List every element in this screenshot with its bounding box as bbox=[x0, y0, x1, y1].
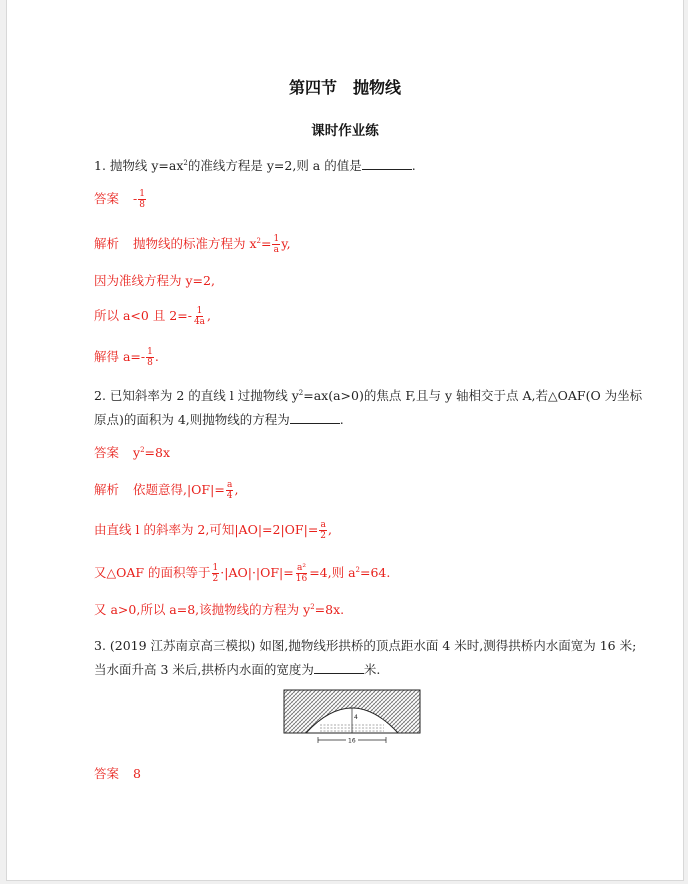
q2-line3-text-4: =64. bbox=[360, 565, 391, 580]
q2-line3-text: 又△OAF 的面积等于 bbox=[94, 565, 211, 580]
q2-analysis-line-2 bbox=[94, 520, 332, 541]
q1-line3-end: , bbox=[207, 308, 212, 323]
q1-line3-fraction bbox=[193, 306, 206, 327]
q1-answer-numerator: 1 bbox=[139, 189, 145, 199]
q2-line4-text: 又 a>0,所以 a=8,该抛物线的方程为 y bbox=[94, 602, 311, 617]
page-subtitle: 课时作业练 bbox=[311, 123, 379, 139]
q1-line4-denominator: 8 bbox=[147, 358, 153, 368]
q1-analysis bbox=[94, 234, 291, 255]
q1-answer-denominator: 8 bbox=[139, 200, 145, 210]
q2-line3-numerator-1: 1 bbox=[212, 563, 219, 573]
q2-line3-exponent: 2 bbox=[355, 565, 360, 574]
q1-analysis-fraction bbox=[272, 234, 280, 255]
q2-line3-text-3: =4,则 a bbox=[309, 565, 356, 580]
q1-question-exponent: 2 bbox=[183, 158, 188, 167]
q3-question-line-1: 3. (2019 江苏南京高三模拟) 如图,抛物线形拱桥的顶点距水面 4 米时,测得拱桥内水面宽为 16 米; bbox=[94, 638, 637, 653]
q1-question bbox=[94, 156, 416, 174]
q2-answer bbox=[94, 443, 170, 461]
q1-analysis-exponent: 2 bbox=[256, 236, 261, 245]
q2-line4-end: =8x. bbox=[314, 602, 345, 617]
q3-question-text: 当水面升高 3 米后,拱桥内水面的宽度为 bbox=[94, 662, 314, 677]
q3-answer-value: 8 bbox=[133, 766, 141, 781]
q3-question-line-2 bbox=[94, 660, 380, 678]
q1-analysis-line-4 bbox=[94, 347, 159, 368]
q2-line3-denominator-1: 2 bbox=[212, 574, 219, 584]
q2-answer-label: 答案 bbox=[94, 445, 120, 460]
height-label: 4 bbox=[354, 714, 358, 721]
page-title: 第四节 抛物线 bbox=[288, 78, 401, 97]
q2-line3-text-2: ·|AO|·|OF|= bbox=[220, 565, 294, 580]
q2-line2-denominator: 2 bbox=[320, 531, 327, 541]
q1-line3-denominator: 4a bbox=[193, 317, 206, 327]
arch-bridge-diagram bbox=[282, 688, 422, 746]
q1-question-end: . bbox=[411, 158, 416, 173]
q1-line4-numerator: 1 bbox=[147, 347, 153, 357]
q2-analysis bbox=[94, 480, 239, 501]
q1-answer-label: 答案 bbox=[94, 191, 120, 206]
q3-answer bbox=[94, 764, 141, 782]
q2-question-text-2: =ax(a>0)的焦点 F,且与 y 轴相交于点 A,若△OAF(O 为坐标 bbox=[303, 388, 643, 403]
q1-answer-blank bbox=[362, 158, 412, 170]
arch-bridge-figure bbox=[282, 688, 422, 750]
q2-line3-denominator-2: 16 bbox=[295, 574, 308, 584]
q2-line2-end: , bbox=[328, 522, 333, 537]
q2-question-text: 2. 已知斜率为 2 的直线 l 过抛物线 y bbox=[94, 388, 299, 403]
q1-analysis-denominator: a bbox=[273, 245, 280, 255]
q2-line4-exponent: 2 bbox=[310, 602, 315, 611]
q2-analysis-label: 解析 bbox=[94, 482, 120, 497]
q3-answer-blank bbox=[314, 662, 364, 674]
q2-line3-fraction-2 bbox=[295, 563, 308, 584]
q2-question-text-3: 原点)的面积为 4,则抛物线的方程为 bbox=[94, 412, 290, 427]
q1-answer bbox=[94, 189, 147, 210]
q2-line2-numerator: a bbox=[320, 520, 326, 530]
q1-question-text-2: 的准线方程是 y=2,则 a 的值是 bbox=[187, 158, 362, 173]
q1-answer-fraction bbox=[138, 189, 146, 210]
q2-question-end: . bbox=[339, 412, 344, 427]
q2-line2-fraction bbox=[319, 520, 327, 541]
q1-line4-end: . bbox=[154, 349, 159, 364]
q3-answer-label: 答案 bbox=[94, 766, 120, 781]
q1-analysis-line-3 bbox=[94, 306, 211, 327]
q2-line2-text: 由直线 l 的斜率为 2,可知|AO|=2|OF|= bbox=[94, 522, 319, 537]
q1-analysis-text-2: y, bbox=[281, 236, 291, 251]
q2-answer-blank bbox=[290, 412, 340, 424]
q2-analysis-end: , bbox=[234, 482, 239, 497]
q2-analysis-line-4 bbox=[94, 600, 344, 618]
q2-analysis-line-3 bbox=[94, 563, 390, 584]
q2-analysis-fraction bbox=[226, 480, 234, 501]
q1-analysis-equals: = bbox=[261, 236, 272, 251]
q3-question-end: 米. bbox=[363, 662, 381, 677]
q2-analysis-denominator: 4 bbox=[226, 491, 233, 501]
q2-line3-numerator-2: a² bbox=[296, 563, 306, 573]
width-label: 16 bbox=[348, 737, 356, 745]
q1-question-text: 1. 抛物线 y=ax bbox=[94, 158, 184, 173]
q2-analysis-numerator: a bbox=[226, 480, 233, 490]
q1-analysis-label: 解析 bbox=[94, 236, 120, 251]
q2-line3-fraction-1 bbox=[212, 563, 220, 584]
q1-line3-numerator: 1 bbox=[196, 306, 203, 316]
q1-answer-sign: - bbox=[133, 191, 138, 206]
document-page bbox=[6, 0, 684, 881]
q1-analysis-numerator: 1 bbox=[273, 234, 280, 244]
q2-answer-exponent: 2 bbox=[140, 445, 145, 454]
q1-line4-fraction bbox=[146, 347, 154, 368]
q2-answer-text: y bbox=[133, 445, 141, 460]
q2-answer-text-2: =8x bbox=[144, 445, 171, 460]
q2-question-exponent: 2 bbox=[298, 388, 304, 397]
q1-analysis-line-2: 因为准线方程为 y=2, bbox=[94, 273, 215, 288]
q1-line4-text: 解得 a=- bbox=[94, 349, 146, 364]
q2-analysis-text: 依题意得,|OF|= bbox=[133, 482, 225, 497]
q1-line3-text: 所以 a<0 且 2=- bbox=[94, 308, 192, 323]
q1-analysis-text: 抛物线的标准方程为 x bbox=[133, 236, 257, 251]
q2-question-line-2 bbox=[94, 410, 344, 428]
q2-question-line-1 bbox=[94, 386, 642, 404]
